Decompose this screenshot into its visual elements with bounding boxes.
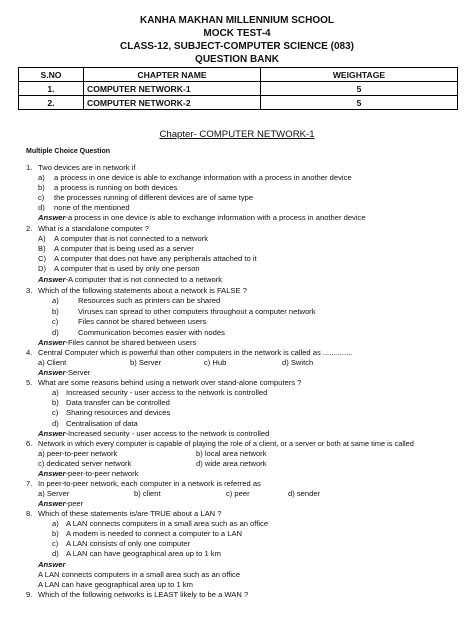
option: a) Client: [38, 358, 67, 367]
option-text: a process in one device is able to exchange information with a process in another device: [54, 173, 352, 182]
option-label: b): [52, 307, 59, 316]
answer-label: Answer: [38, 499, 66, 508]
question-text: Network in which every computer is capable of playing the role of a client, or a server or both at same time is called: [38, 439, 414, 448]
question-bank-title: QUESTION BANK: [195, 54, 279, 65]
option-text: A LAN consists of only one computer: [66, 539, 191, 548]
option-label: a): [52, 388, 59, 397]
answer-text: -Server: [65, 368, 91, 377]
option-label: b): [52, 529, 59, 538]
question-number: 5.: [26, 378, 33, 387]
answer-line: [38, 499, 83, 508]
chapter-heading: [0, 129, 474, 140]
answer-line: [38, 469, 138, 478]
option: b) Server: [130, 358, 162, 367]
option: a) peer-to-peer network: [38, 449, 118, 458]
row-chapter-name: COMPUTER NETWORK-2: [84, 96, 261, 110]
option-label: c): [52, 408, 59, 417]
option: d) wide area network: [196, 459, 267, 468]
option-label: D): [38, 264, 47, 273]
answer-text: -a process in one device is able to exchange information with a process in another device: [65, 213, 366, 222]
answer-text: A LAN connects computers in a small area such as an office: [38, 570, 241, 579]
answer-label: Answer: [38, 469, 66, 478]
row-weightage: 5: [261, 82, 458, 96]
row-sno: 1.: [19, 82, 84, 96]
question-text: Which of the following statements about a network is FALSE ?: [38, 286, 247, 295]
option: d) Switch: [282, 358, 314, 367]
question-text: Central Computer which is powerful than other computers in the network is called as ..............: [38, 348, 353, 357]
option-text: A computer that is used by only one person: [54, 264, 200, 273]
answer-label: [38, 560, 65, 569]
question-number: 2.: [26, 224, 33, 233]
option: c) dedicated server network: [38, 459, 132, 468]
option-text: Centralisation of data: [66, 419, 138, 428]
chapter-index-table: [18, 67, 458, 110]
class-subject: CLASS-12, SUBJECT-COMPUTER SCIENCE (083): [120, 41, 354, 52]
chapter-title: Chapter- COMPUTER NETWORK-1: [159, 129, 315, 140]
question-number: 7.: [26, 479, 33, 488]
answer-text: -Files cannot be shared between users: [65, 338, 197, 347]
question-number: 1.: [26, 163, 33, 172]
option-text: A LAN can have geographical area up to 1 km: [66, 549, 221, 558]
option: b) local area network: [196, 449, 267, 458]
option-label: b): [52, 398, 59, 407]
option-label: a): [52, 296, 59, 305]
option: c) Hub: [204, 358, 227, 367]
option-label: c): [52, 317, 59, 326]
answer-text: -peer-to-peer network: [65, 469, 139, 478]
answer-label: Answer: [38, 338, 66, 347]
option-text: Sharing resources and devices: [66, 408, 171, 417]
option: c) peer: [226, 489, 250, 498]
header-chapter-name: CHAPTER NAME: [84, 68, 261, 82]
option: d) sender: [288, 489, 321, 498]
option-text: A computer that is being used as a server: [54, 244, 194, 253]
answer-text: -A computer that is not connected to a network: [65, 275, 223, 284]
answer-label: Answer: [38, 429, 66, 438]
answer-label-text: Answer: [38, 560, 66, 569]
row-sno: 2.: [19, 96, 84, 110]
option-text: Communication becomes easier with nodes: [78, 328, 225, 337]
option-text: none of the mentioned: [54, 203, 130, 212]
table-row: [19, 82, 458, 96]
option-text: the processes running of different devices are of same type: [54, 193, 254, 202]
option-text: Files cannot be shared between users: [78, 317, 207, 326]
option: b) client: [134, 489, 161, 498]
option-text: Viruses can spread to other computers throughout a computer network: [78, 307, 316, 316]
question-text: Which of these statements is/are TRUE about a LAN ?: [38, 509, 222, 518]
question-text: In peer-to-peer network, each computer in a network is referred as: [38, 479, 261, 488]
option-label: A): [38, 234, 46, 243]
option-text: A modem is needed to connect a computer to a LAN: [66, 529, 243, 538]
option-label: d): [52, 328, 59, 337]
option-text: Resources such as printers can be shared: [78, 296, 221, 305]
option: a) Server: [38, 489, 70, 498]
answer-line: [38, 338, 196, 347]
answer-text: -peer: [65, 499, 84, 508]
question-text: What is a standalone computer ?: [38, 224, 150, 233]
section-title: Multiple Choice Question: [26, 148, 111, 155]
question-number: 4.: [26, 348, 33, 357]
answer-text: -Increased security - user access to the network is controlled: [65, 429, 270, 438]
question-number: 8.: [26, 509, 33, 518]
answer-label: Answer: [38, 275, 66, 284]
answer-line: [38, 429, 269, 438]
option-text: A LAN connects computers in a small area such as an office: [66, 519, 269, 528]
table-row: [19, 96, 458, 110]
answer-label: Answer: [38, 213, 66, 222]
answer-text: A LAN can have geographical area up to 1 km: [38, 580, 193, 589]
option-text: A computer that does not have any peripherals attached to it: [54, 254, 257, 263]
option-text: a process is running on both devices: [54, 183, 178, 192]
option-label: B): [38, 244, 46, 253]
answer-line: [38, 275, 222, 284]
header-weightage: WEIGHTAGE: [261, 68, 458, 82]
row-weightage: 5: [261, 96, 458, 110]
option-label: c): [52, 539, 59, 548]
question-number: 9.: [26, 590, 33, 599]
option-label: d): [52, 549, 59, 558]
option-text: Increased security - user access to the network is controlled: [66, 388, 268, 397]
question-number: 3.: [26, 286, 33, 295]
header-sno: S.NO: [19, 68, 84, 82]
question-text: What are some reasons behind using a network over stand-alone computers ?: [38, 378, 302, 387]
school-name: KANHA MAKHAN MILLENNIUM SCHOOL: [139, 15, 335, 26]
answer-line: [38, 213, 366, 222]
answer-line: [38, 368, 90, 377]
option-label: a): [38, 173, 45, 182]
option-label: a): [52, 519, 59, 528]
option-label: b): [38, 183, 45, 192]
table-header-row: [19, 68, 458, 82]
row-chapter-name: COMPUTER NETWORK-1: [84, 82, 261, 96]
test-title: MOCK TEST-4: [203, 28, 271, 39]
question-number: 6.: [26, 439, 33, 448]
question-text: Two devices are in network if: [38, 163, 136, 172]
answer-label: Answer: [38, 368, 66, 377]
question-text: Which of the following networks is LEAST likely to be a WAN ?: [38, 590, 249, 599]
option-label: C): [38, 254, 47, 263]
option-label: d): [52, 419, 59, 428]
option-text: Data transfer can be controlled: [66, 398, 170, 407]
option-label: d): [38, 203, 45, 212]
option-label: c): [38, 193, 45, 202]
option-text: A computer that is not connected to a network: [54, 234, 209, 243]
